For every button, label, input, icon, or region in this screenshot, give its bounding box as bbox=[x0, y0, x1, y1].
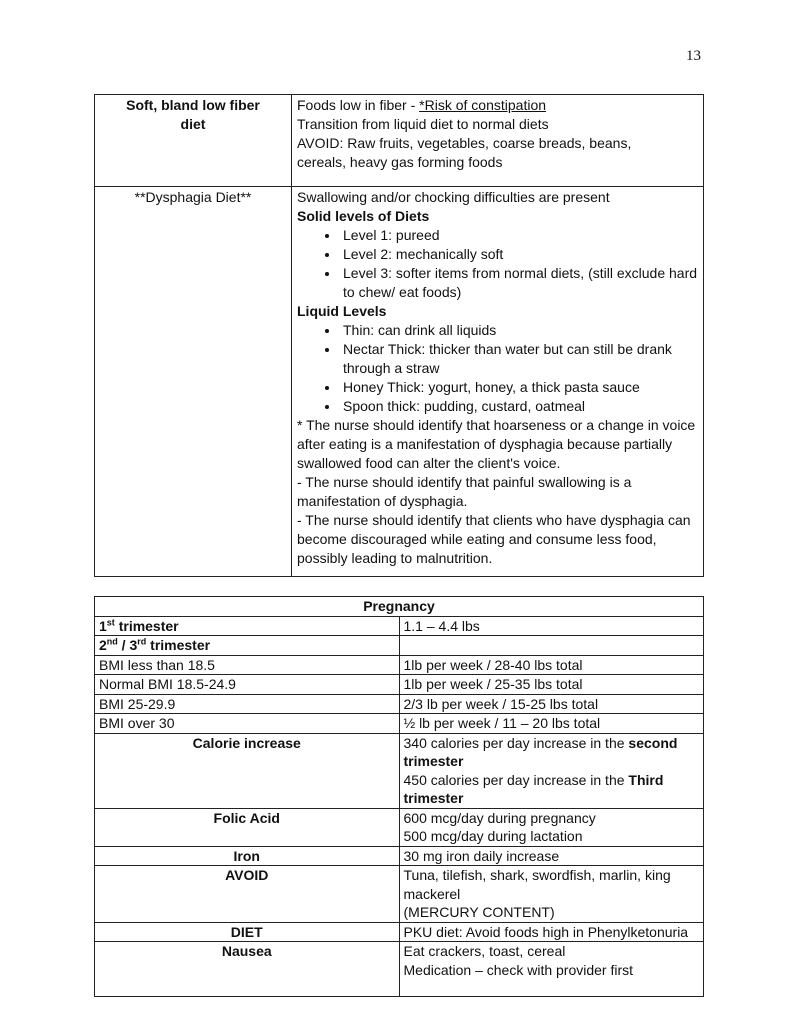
table-title: Pregnancy bbox=[95, 597, 704, 617]
detail-line: Transition from liquid diet to normal diets bbox=[297, 116, 549, 132]
row-label: AVOID bbox=[95, 866, 400, 923]
solid-levels-list bbox=[297, 226, 698, 302]
diet-name-cell bbox=[95, 187, 292, 577]
list-item: • Honey Thick: yogurt, honey, a thick pasta sauce bbox=[340, 378, 698, 397]
row-label: Iron bbox=[95, 846, 400, 866]
list-item: • Level 3: softer items from normal diets, (still exclude hard to chew/ eat foods) bbox=[340, 264, 698, 302]
table-row bbox=[95, 675, 704, 695]
row-label: Calorie increase bbox=[95, 733, 400, 808]
liquid-levels-list bbox=[297, 321, 698, 416]
nurse-note: * The nurse should identify that hoarseness or a change in voice after eating is a manifestation of dysphagia because partially swallowed food can alter the client's voice. bbox=[297, 417, 696, 471]
table-row bbox=[95, 655, 704, 675]
row-value: 600 mcg/day during pregnancy 500 mcg/day during lactation bbox=[399, 808, 704, 846]
row-label: 2nd / 3rd trimester bbox=[95, 636, 400, 656]
row-label: DIET bbox=[95, 922, 400, 942]
diet-name: Soft, bland low fiber bbox=[126, 97, 260, 113]
row-label: 1st trimester bbox=[95, 616, 400, 636]
row-value: Tuna, tilefish, shark, swordfish, marlin, king mackerel (MERCURY CONTENT) bbox=[399, 866, 704, 923]
nurse-note: - The nurse should identify that painful swallowing is a manifestation of dysphagia. bbox=[297, 474, 632, 509]
detail-line: Swallowing and/or chocking difficulties are present bbox=[297, 189, 610, 205]
table-row bbox=[95, 694, 704, 714]
table-row bbox=[95, 733, 704, 808]
table-row bbox=[95, 616, 704, 636]
table-header-row bbox=[95, 597, 704, 617]
list-item: • Thin: can drink all liquids bbox=[340, 321, 698, 340]
row-label: Normal BMI 18.5-24.9 bbox=[95, 675, 400, 695]
table-row bbox=[95, 95, 704, 187]
table-row bbox=[95, 922, 704, 942]
row-value: 30 mg iron daily increase bbox=[399, 846, 704, 866]
row-value: 1lb per week / 25-35 lbs total bbox=[399, 675, 704, 695]
detail-text: Foods low in fiber - bbox=[297, 97, 420, 113]
row-value: PKU diet: Avoid foods high in Phenylketonuria bbox=[399, 922, 704, 942]
diet-detail-cell bbox=[292, 95, 704, 187]
page-number: 13 bbox=[686, 48, 701, 64]
diet-name: **Dysphagia Diet** bbox=[134, 189, 252, 205]
row-label: BMI over 30 bbox=[95, 714, 400, 734]
diet-name: diet bbox=[180, 116, 206, 132]
table-row bbox=[95, 942, 704, 997]
constipation-risk-note: *Risk of constipation bbox=[419, 97, 547, 113]
row-value: 1lb per week / 28-40 lbs total bbox=[399, 655, 704, 675]
table-row bbox=[95, 187, 704, 577]
row-value: 1.1 – 4.4 lbs bbox=[399, 616, 704, 636]
row-value: 2/3 lb per week / 15-25 lbs total bbox=[399, 694, 704, 714]
pregnancy-table bbox=[94, 596, 704, 997]
row-label: BMI 25-29.9 bbox=[95, 694, 400, 714]
detail-line: AVOID: Raw fruits, vegetables, coarse breads, beans, bbox=[297, 135, 632, 151]
table-row bbox=[95, 714, 704, 734]
row-label: Folic Acid bbox=[95, 808, 400, 846]
table-row bbox=[95, 866, 704, 923]
row-label: BMI less than 18.5 bbox=[95, 655, 400, 675]
diet-table bbox=[94, 94, 704, 577]
list-item: • Level 1: pureed bbox=[340, 226, 698, 245]
list-item: • Nectar Thick: thicker than water but can still be drank through a straw bbox=[340, 340, 698, 378]
detail-line bbox=[297, 96, 698, 115]
table-row bbox=[95, 808, 704, 846]
table-row bbox=[95, 846, 704, 866]
liquid-levels-heading: Liquid Levels bbox=[297, 303, 387, 319]
row-value: ½ lb per week / 11 – 20 lbs total bbox=[399, 714, 704, 734]
diet-detail-cell bbox=[292, 187, 704, 577]
detail-line: cereals, heavy gas forming foods bbox=[297, 154, 503, 170]
list-item: • Spoon thick: pudding, custard, oatmeal bbox=[340, 397, 698, 416]
row-value: Eat crackers, toast, cereal Medication – check with provider first bbox=[399, 942, 704, 997]
solid-levels-heading: Solid levels of Diets bbox=[297, 208, 430, 224]
row-label: Nausea bbox=[95, 942, 400, 997]
table-row bbox=[95, 636, 704, 656]
nurse-note: - The nurse should identify that clients who have dysphagia can become discouraged while eating and consume less food, possibly leading to malnutrition. bbox=[297, 512, 691, 566]
diet-name-cell bbox=[95, 95, 292, 187]
row-value bbox=[399, 636, 704, 656]
list-item: • Level 2: mechanically soft bbox=[340, 245, 698, 264]
row-value: 340 calories per day increase in the second trimester 450 calories per day increase in the Third trimester bbox=[399, 733, 704, 808]
